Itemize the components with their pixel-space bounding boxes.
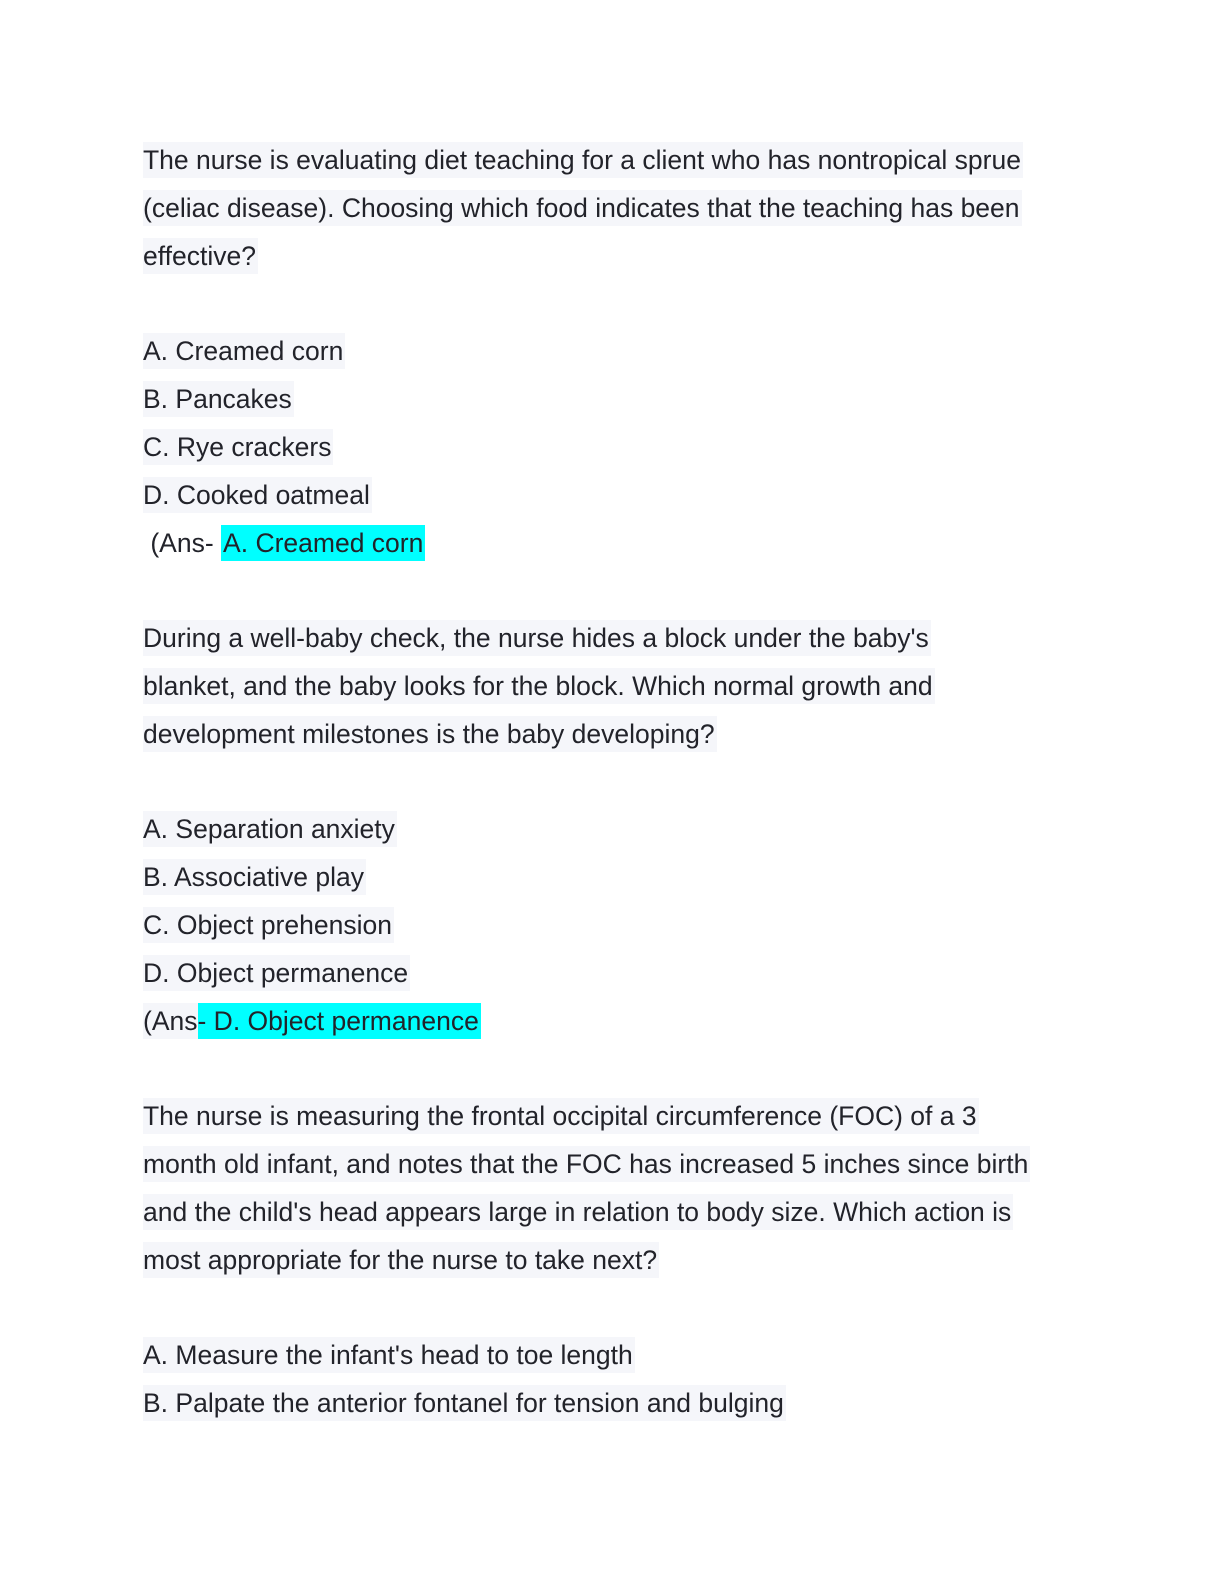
question-stem-line: development milestones is the baby developing? [143,710,1103,758]
answer-option: C. Rye crackers [143,423,1103,471]
answer-line [143,519,1103,567]
answer-prefix: (Ans [143,1003,198,1039]
document-page [143,136,1103,1427]
answer-option: B. Associative play [143,853,1103,901]
question-stem-line: most appropriate for the nurse to take next? [143,1236,1103,1284]
question-stem-line: blanket, and the baby looks for the block. Which normal growth and [143,662,1103,710]
question-stem-line: During a well-baby check, the nurse hides a block under the baby's [143,614,1103,662]
answer-option: A. Creamed corn [143,327,1103,375]
question-stem-line: The nurse is evaluating diet teaching for a client who has nontropical sprue [143,136,1103,184]
answer-option: D. Cooked oatmeal [143,471,1103,519]
answer-option: B. Pancakes [143,375,1103,423]
answer-option: C. Object prehension [143,901,1103,949]
question-1 [143,136,1103,567]
question-stem-line: month old infant, and notes that the FOC has increased 5 inches since birth [143,1140,1103,1188]
answer-prefix: (Ans- [143,528,222,558]
answer-highlight: A. Creamed corn [221,525,425,561]
answer-line [143,997,1103,1045]
question-stem-line: (celiac disease). Choosing which food indicates that the teaching has been [143,184,1103,232]
answer-option: B. Palpate the anterior fontanel for tension and bulging [143,1379,1103,1427]
question-2 [143,614,1103,1045]
answer-option: A. Separation anxiety [143,805,1103,853]
question-stem-line: effective? [143,232,1103,280]
answer-option: A. Measure the infant's head to toe length [143,1331,1103,1379]
answer-option: D. Object permanence [143,949,1103,997]
question-3 [143,1092,1103,1427]
question-stem-line: The nurse is measuring the frontal occipital circumference (FOC) of a 3 [143,1092,1103,1140]
answer-highlight: - D. Object permanence [198,1003,481,1039]
question-stem-line: and the child's head appears large in relation to body size. Which action is [143,1188,1103,1236]
